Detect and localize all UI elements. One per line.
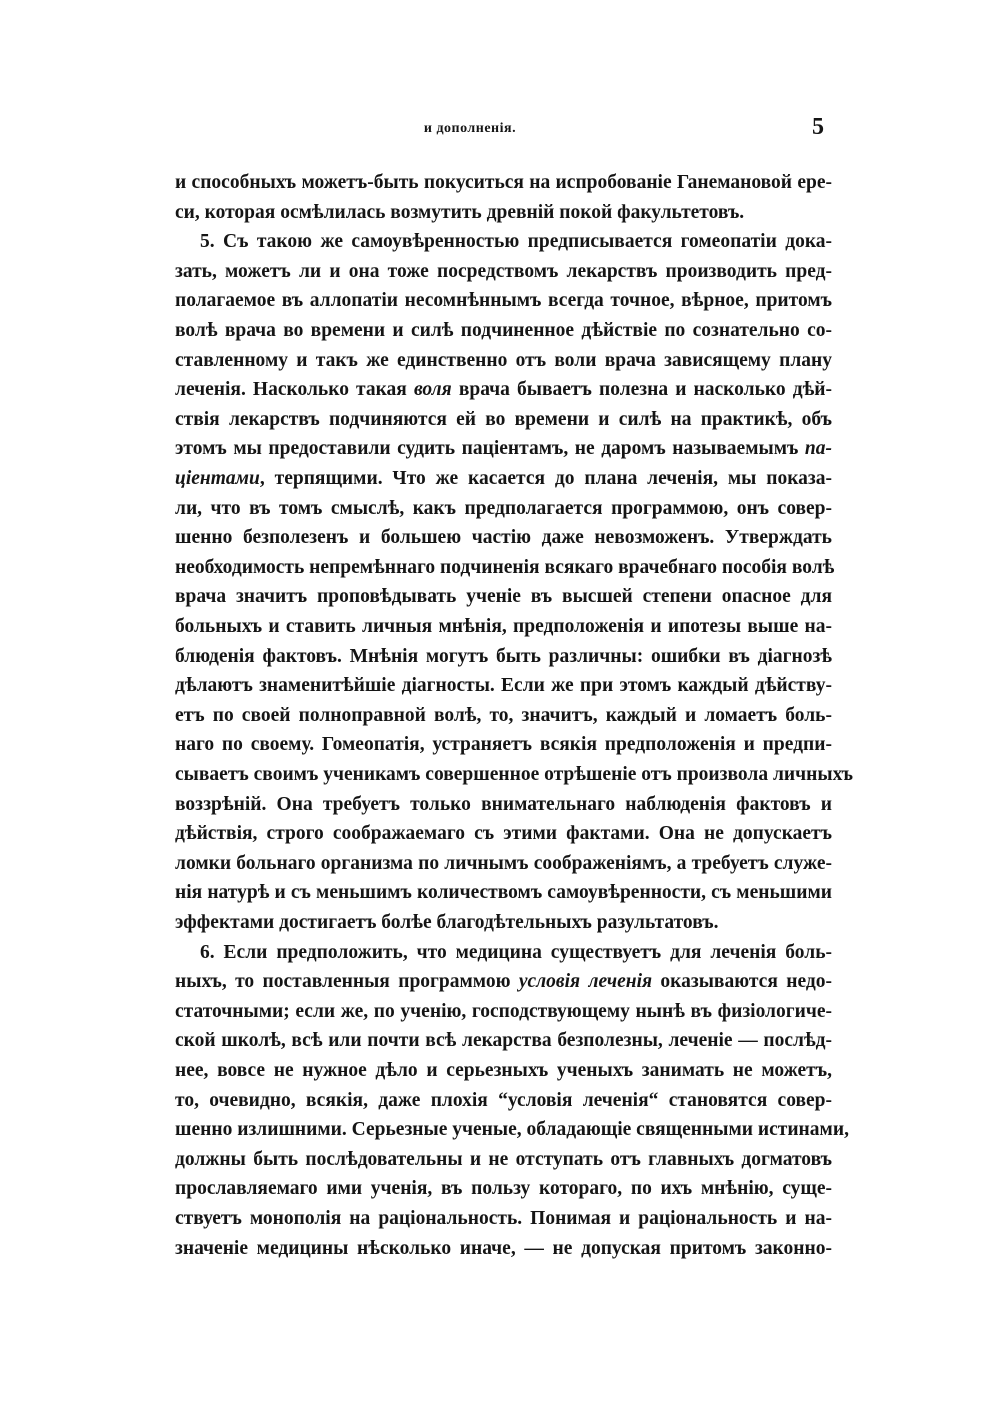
text-line <box>175 970 832 994</box>
text-segment: волѣ врача во времени и силѣ подчиненное дѣйствіе по сознательно со- <box>175 320 832 341</box>
text-line <box>175 171 832 195</box>
text-line <box>175 1000 832 1024</box>
text-line <box>175 822 832 846</box>
text-segment: ставленному и такъ же единственно отъ воли врача зависящему плану <box>175 349 832 371</box>
text-line <box>175 615 832 639</box>
text-line <box>175 645 832 669</box>
text-segment: зать, можетъ ли и она тоже посредствомъ лекарствъ производить пред- <box>175 260 832 282</box>
text-line <box>175 1059 832 1083</box>
text-segment: нее, вовсе не нужное дѣло и серьезныхъ ученыхъ занимать не можетъ, <box>175 1060 832 1081</box>
text-segment: прославляемаго ими ученія, въ пользу котораго, по ихъ мнѣнію, суще- <box>175 1178 832 1200</box>
italic-text: па- <box>804 438 832 460</box>
text-segment: и способныхъ можетъ-быть покуситься на испробованіе Ганемановой ере- <box>175 172 832 193</box>
text-segment: врача бываетъ полезна и насколько дѣй- <box>451 379 833 401</box>
text-line <box>175 408 832 432</box>
italic-text: условія леченія <box>518 971 653 993</box>
text-line <box>175 378 832 402</box>
text-line <box>175 1118 849 1142</box>
text-segment: дѣлаютъ знаменитѣйшіе діагносты. Если же при этомъ каждый дѣйству- <box>175 675 832 697</box>
text-line <box>175 674 832 698</box>
text-segment: оказываются недо- <box>652 971 832 993</box>
text-segment: шенно безполезенъ и большею частію даже невозможенъ. Утверждать <box>175 527 832 549</box>
text-segment: то, очевидно, всякія, даже плохія “условія леченія“ становятся совер- <box>175 1089 832 1111</box>
text-segment: шенно излишними. Серьезные ученые, обладающіе священными истинами, <box>175 1119 849 1141</box>
text-segment: полагаемое въ аллопатіи несомнѣннымъ всегда точное, вѣрное, притомъ <box>175 290 832 312</box>
text-segment: дѣйствія, строго соображаемаго съ этими фактами. Она не допускаетъ <box>175 823 832 845</box>
text-segment: статочными; если же, по ученію, господствующему нынѣ въ физіологиче- <box>175 1000 832 1022</box>
text-segment: леченія. Насколько такая <box>175 379 414 401</box>
text-line <box>175 497 832 521</box>
text-line <box>175 1148 832 1172</box>
text-segment: , терпящими. Что же касается до плана леченія, мы показа- <box>259 468 832 489</box>
text-line <box>175 733 832 757</box>
text-segment: должны быть послѣдовательны и не отступать отъ главныхъ догматовъ <box>175 1148 832 1170</box>
text-segment: сываетъ своимъ ученикамъ совершенное отрѣшеніе отъ произвола личныхъ <box>175 764 853 785</box>
text-segment: нія натурѣ и съ меньшимъ количествомъ самоувѣренности, съ меньшими <box>175 882 832 904</box>
italic-text: воля <box>413 379 452 401</box>
text-segment: значеніе медицины нѣсколько иначе, — не допуская притомъ законно- <box>175 1237 832 1259</box>
text-line <box>175 1177 832 1201</box>
text-segment: етъ по своей полноправной волѣ, то, значитъ, каждый и ломаетъ боль- <box>175 704 832 726</box>
text-line <box>175 319 832 343</box>
text-line <box>175 911 832 935</box>
text-segment: 6. Если предположить, что медицина существуетъ для леченія боль- <box>200 941 832 963</box>
text-line <box>175 556 835 580</box>
text-line <box>175 526 832 550</box>
text-segment: эффектами достигаетъ болѣе благодѣтельныхъ разультатовъ. <box>175 912 719 933</box>
text-line <box>175 230 832 254</box>
text-segment: воззрѣній. Она требуетъ только внимательнаго наблюденія фактовъ и <box>175 793 832 815</box>
text-line <box>175 1029 832 1053</box>
text-line <box>175 793 832 817</box>
text-line <box>175 289 832 313</box>
text-line <box>175 881 832 905</box>
text-segment: ныхъ, то поставленныя программою <box>175 971 519 993</box>
text-line <box>175 1207 832 1231</box>
text-line <box>175 1089 832 1113</box>
text-line <box>175 437 832 461</box>
page-number: 5 <box>812 114 824 140</box>
text-segment: 5. Съ такою же самоувѣренностью предписывается гомеопатіи дока- <box>200 231 832 253</box>
italic-text: ціентами <box>175 468 260 489</box>
text-segment: си, которая осмѣлилась возмутить древній покой факультетовъ. <box>175 201 745 223</box>
text-segment: необходимость непремѣннаго подчиненія всякаго врачебнаго пособія волѣ <box>175 556 835 578</box>
text-line <box>175 585 832 609</box>
text-segment: ствія лекарствъ подчиняются ей во времени и силѣ на практикѣ, объ <box>175 408 832 430</box>
running-head: и дополненія. <box>423 121 517 136</box>
text-segment: врача значитъ проповѣдывать ученіе въ высшей степени опасное для <box>175 586 832 608</box>
text-segment: больныхъ и ставить личныя мнѣнія, предположенія и ипотезы выше на- <box>175 616 832 637</box>
text-segment: блюденія фактовъ. Мнѣнія могутъ быть различны: ошибки въ діагнозѣ <box>175 645 832 667</box>
text-line <box>175 349 832 373</box>
text-segment: наго по своему. Гомеопатія, устраняетъ всякія предположенія и предпи- <box>175 734 832 756</box>
text-line <box>175 201 832 225</box>
text-segment: ствуетъ монополія на раціональность. Понимая и раціональность и на- <box>175 1208 832 1229</box>
text-segment: ской школѣ, всѣ или почти всѣ лекарства безполезны, леченіе — послѣд- <box>175 1030 832 1052</box>
text-line <box>175 852 832 876</box>
text-segment: этомъ мы предоставили судить паціентамъ, не даромъ называемымъ <box>175 438 805 460</box>
text-line <box>175 704 832 728</box>
text-line <box>175 941 832 965</box>
text-segment: ломки больнаго организма по личнымъ соображеніямъ, а требуетъ служе- <box>175 852 832 874</box>
text-segment: ли, что въ томъ смыслѣ, какъ предполагается программою, онъ совер- <box>175 497 832 519</box>
text-line <box>175 1237 832 1261</box>
text-line <box>175 260 832 284</box>
text-line <box>175 467 832 491</box>
text-line <box>175 763 853 787</box>
